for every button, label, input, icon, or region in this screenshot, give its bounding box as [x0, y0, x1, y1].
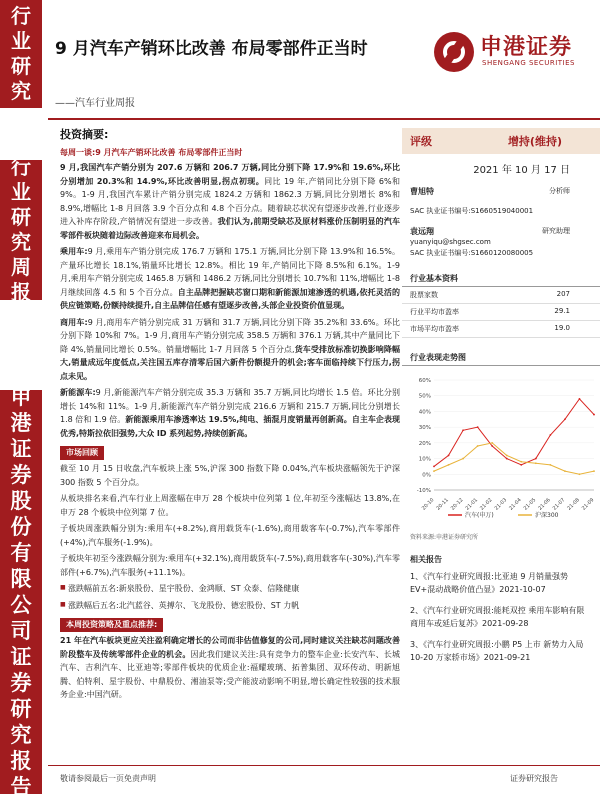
y-tick-label: 0% — [422, 472, 431, 479]
side-bottom-char: 证 — [10, 644, 32, 669]
data-point — [477, 445, 479, 447]
industry-performance-chart — [408, 372, 600, 524]
side-mid-char: 业 — [11, 180, 31, 204]
side-bottom-char: 公 — [10, 592, 32, 617]
data-point — [433, 466, 435, 468]
side-bottom-char: 限 — [10, 566, 32, 591]
analyst-block — [402, 186, 600, 259]
side-mid-char: 研 — [11, 205, 31, 229]
x-tick-label: 20-11 — [435, 497, 450, 512]
side-bottom-char: 股 — [10, 488, 32, 513]
nev-text: 9 月,新能源汽车产销分别完成 35.3 万辆和 35.7 万辆,同比均增长 1.5 倍。环比分别增长 14%和 11%。1-9 月,新能源汽车产销分别完成 216.6 万辆和 215.7 万辆,同比分别增长 1.8 倍和 1.9 倍。 — [60, 388, 400, 424]
rating-value: 增持(维持) — [507, 135, 562, 148]
commercial-text: 9 月,商用车产销分别完成 31 万辆和 31.7 万辆,同比分别下降 35.2%和 33.6%。环比分别下降 10%和 7%。1-9 月,商用车产销分别完成 358.5 万辆和 376.1 万辆,其中产量同比下降 4%,销量同比增长 0.5%。销量增幅比 1-7 月回落 5 个百分点, — [60, 317, 401, 354]
side-mid-char: 行 — [11, 155, 31, 179]
side-bottom-char: 港 — [10, 410, 32, 435]
side-bottom-char: 申 — [10, 384, 32, 409]
summary-heading: 投资摘要: — [60, 128, 109, 141]
side-top-char: 研 — [11, 54, 31, 78]
side-bottom-char: 证 — [10, 436, 32, 461]
weekly-view-heading: 每周一谈:9 月汽车产销环比改善 布局零部件正当时 — [60, 147, 243, 157]
rating-box — [402, 128, 600, 154]
data-point — [448, 464, 450, 466]
side-bottom-char: 司 — [10, 618, 32, 643]
table-row — [402, 321, 600, 338]
side-bottom-char: 研 — [10, 696, 32, 721]
commercial-conclusion: 货车受排放标准切换影响降幅大,销量成远年度低点,关注国五库存清零后国六新件份额提升的机会;客车面临持续下行压力,拐点未见。 — [60, 344, 400, 381]
passenger-text: 9 月,乘用车产销分别完成 176.7 万辆和 175.1 万辆,同比分别下降 13.9%和 16.5%。产量环比增长 18.1%,销量环比增长 12.8%。相比 19 年,产销同比下降 8.5%和 6.1%。1-9 月,乘用车产销分别完成 1465.8 万辆和 1486.2 万辆,同比分别增长 10.7%和 11%,增幅比 1-8 月继续回落 4.5 和 5 个百分点。 — [60, 247, 401, 297]
x-tick-label: 21-04 — [508, 497, 523, 512]
assistant-role: 研究助理 — [542, 227, 570, 235]
side-top-char: 行 — [11, 4, 31, 28]
footer-disclaimer: 敬请参阅最后一页免责声明 — [60, 774, 156, 783]
data-point — [593, 414, 595, 416]
x-tick-label: 21-08 — [566, 497, 581, 512]
y-tick-label: 10% — [418, 456, 431, 463]
x-tick-label: 21-05 — [522, 497, 538, 512]
side-bottom-char: 券 — [10, 462, 32, 487]
strategy-bold: 21 年在汽车板块更应关注盈利确定增长的公司而非估值修复的公司,同时建议关注缺芯问题改善阶段整车及传统零部件企业的机会。 — [60, 636, 400, 659]
rating-label: 评级 — [410, 135, 432, 148]
data-point — [433, 470, 435, 472]
overview-text: 同比 19 年,产销同比分别下降 6%和 9%。1-9 月,我国汽车累计产销分别完成 1824.2 万辆和 1862.3 万辆,同比分别增长 8%和 8.9%,增幅比 1-8 月回落 3.9 个百分点和 4.8 个百分点。随着缺芯状况有望逐步改善,行业逐步进入补库存阶段,产销情况有望进一步改善。 — [60, 176, 400, 226]
legend-label: 汽车(申万) — [465, 512, 494, 519]
side-banner-mid — [0, 155, 42, 304]
nev-conclusion: 新能源乘用车渗透率达 19.5%,纯电、插混月度销量再创新高。自主车企表现优秀,特斯拉依旧强势,大众 ID 系列起势,持续创新高。 — [60, 415, 400, 438]
paragraph-passenger — [60, 245, 400, 313]
data-point — [491, 442, 493, 444]
side-mid-char: 究 — [11, 230, 31, 254]
side-bottom-char: 份 — [10, 514, 32, 539]
x-tick-label: 21-03 — [493, 497, 509, 512]
report-title: 9 月汽车产销环比改善 布局零部件正当时 — [55, 39, 368, 59]
data-point — [477, 426, 479, 428]
series-line-1 — [434, 399, 594, 467]
data-point — [448, 455, 450, 457]
side-top-char: 业 — [11, 29, 31, 53]
company-logo — [434, 28, 594, 78]
table-row — [402, 304, 600, 321]
footer-divider — [48, 765, 600, 766]
data-point — [549, 434, 551, 436]
assistant-cert: SAC 执业证书编号:S1660120080005 — [410, 249, 534, 257]
y-tick-label: 40% — [418, 409, 431, 416]
top-gainers: ■ 涨跌幅前五名:新泉股份、星宇股份、金鸿顺、ST 众泰、信隆健康 — [60, 582, 400, 596]
market-line-3: 子板块周涨跌幅分别为:乘用车(+8.2%),商用载货车(-1.6%),商用载客车(-0.7%),汽车零部件(+4%),汽车服务(-1.9%)。 — [60, 524, 400, 547]
data-point — [535, 462, 537, 464]
summary-column — [60, 128, 400, 705]
data-point — [579, 398, 581, 400]
side-banner-bottom — [0, 384, 42, 799]
side-bottom-char: 有 — [10, 540, 32, 565]
basic-data-heading: 行业基本资料 — [402, 271, 600, 287]
data-point — [549, 464, 551, 466]
side-banner-top — [0, 0, 42, 108]
data-point — [520, 464, 522, 466]
commercial-lead: 商用车: — [60, 317, 88, 327]
side-bottom-char: 券 — [10, 670, 32, 695]
chart-heading: 行业表现走势图 — [402, 350, 600, 366]
side-bottom-char: 告 — [10, 774, 32, 799]
header-divider — [48, 118, 600, 120]
x-tick-label: 20-10 — [420, 497, 436, 512]
nev-lead: 新能源车: — [60, 388, 96, 397]
strategy-text: 因此我们建议关注:具有竞争力的整车企业:长安汽车、长城汽车、吉利汽车、比亚迪等;零部件板块的优质企业:福耀玻璃、拓普集团、双环传动、明新旭腾、伯特利、星宇股份、中鼎股份、湘油泵等;受产能波动影响不明显,增长确定性较强的技术服务企业:中国汽研。 — [60, 649, 401, 699]
overview-conclusion: 我们认为,前期受缺芯及原材料涨价压制明显的汽车零部件板块随着边际改善迎来布局机会。 — [60, 217, 400, 240]
report-subtitle: ——汽车行业周报 — [55, 98, 135, 109]
side-mid-char: 报 — [11, 280, 31, 304]
analyst-cert: SAC 执业证书编号:S1660519040001 — [410, 207, 534, 215]
row-value: 19.0 — [554, 324, 570, 332]
row-label: 股票家数 — [410, 291, 438, 299]
related-reports — [402, 553, 592, 664]
market-line-2: 从板块排名来看,汽车行业上周涨幅在申万 28 个板块中位列第 1 位,年初至今涨幅达 13.8%,在申万 28 个板块中位列第 7 位。 — [60, 494, 400, 517]
data-point — [491, 445, 493, 447]
y-tick-label: 50% — [418, 393, 431, 400]
legend-label: 沪深300 — [535, 512, 559, 519]
data-point — [462, 458, 464, 460]
row-value: 207 — [556, 290, 570, 298]
x-tick-label: 20-12 — [449, 497, 465, 512]
data-point — [564, 470, 566, 472]
related-report-item[interactable]: 3、《汽车行业研究周报:小鹏 P5 上市 新势力入局 10-20 万家轿市场》2021-09-21 — [410, 640, 584, 662]
footer-label: 证券研究报告 — [510, 774, 558, 783]
passenger-conclusion: 自主品牌把握缺芯窗口期和新能源加速渗透的机遇,依托灵活的供应链策略,份额持续提升,自主品牌信任感有望逐步改善,头部企业投资价值显现。 — [60, 287, 400, 310]
analyst-role: 分析师 — [549, 187, 570, 195]
x-tick-label: 21-01 — [464, 497, 480, 512]
y-tick-label: 20% — [418, 440, 431, 447]
assistant-name: 袁远翔 — [410, 227, 434, 236]
assistant-email[interactable]: yuanyiqu@shgsec.com — [410, 238, 491, 246]
paragraph-strategy — [60, 634, 400, 702]
row-value: 29.1 — [554, 307, 570, 315]
row-label: 行业平均市盈率 — [410, 308, 459, 316]
side-bottom-char: 究 — [10, 722, 32, 747]
top-losers: ■ 涨跌幅后五名:北汽蓝谷、英搏尔、飞龙股份、德宏股份、ST 力帆 — [60, 599, 400, 613]
x-tick-label: 21-09 — [580, 497, 596, 512]
side-bottom-char: 报 — [10, 748, 32, 773]
table-row — [402, 287, 600, 304]
y-tick-label: -10% — [416, 488, 431, 494]
side-top-char: 究 — [11, 79, 31, 103]
data-point — [564, 418, 566, 420]
x-tick-label: 21-07 — [551, 497, 567, 512]
paragraph-nev — [60, 386, 400, 440]
analyst-name: 曹旭特 — [410, 187, 434, 196]
data-point — [506, 458, 508, 460]
passenger-lead: 乘用车: — [60, 247, 88, 256]
logo-name-cn: 申港证券 — [480, 35, 573, 60]
x-tick-label: 21-06 — [537, 497, 552, 512]
report-date: 2021 年 10 月 17 日 — [473, 165, 570, 176]
market-review-heading: 市场回顾 — [60, 446, 104, 460]
row-label: 市场平均市盈率 — [410, 325, 459, 333]
logo-name-en: SHENGANG SECURITIES — [482, 59, 575, 67]
market-line-4: 子板块年初至今涨跌幅分别为:乘用车(+32.1%),商用载货车(-7.5%),商用载客车(-30%),汽车零部件(+6.7%),汽车服务(+11.1%)。 — [60, 554, 400, 577]
y-tick-label: 60% — [418, 378, 431, 384]
paragraph-overview — [60, 161, 400, 242]
x-tick-label: 21-02 — [479, 497, 494, 512]
data-point — [579, 473, 581, 475]
logo-mark-icon — [434, 32, 474, 72]
related-report-item[interactable]: 2、《汽车行业研究周报:能耗双控 乘用车影响有限 商用车或延后复苏》2021-09-28 — [410, 606, 585, 628]
related-report-item[interactable]: 1、《汽车行业研究周报:比亚迪 9 月销量强势 EV+混动战略价值凸显》2021-10-07 — [410, 572, 568, 594]
data-point — [535, 458, 537, 460]
side-mid-char: 周 — [11, 255, 31, 279]
data-point — [520, 461, 522, 463]
data-point — [506, 455, 508, 457]
y-tick-label: 30% — [418, 425, 431, 432]
data-point — [462, 429, 464, 431]
paragraph-commercial — [60, 316, 400, 384]
strategy-heading: 本周投资策略及重点推荐: — [60, 618, 163, 632]
market-line-1: 截至 10 月 15 日收盘,汽车板块上涨 5%,沪深 300 指数下降 0.04%,汽车板块涨幅领先于沪深 300 指数 5 个百分点。 — [60, 464, 400, 487]
overview-bold: 9 月,我国汽车产销分别为 207.6 万辆和 206.7 万辆,同比分别下降 17.9%和 19.6%,环比分别增加 20.3%和 14.9%,环比改善明显,拐点初现。 — [60, 163, 400, 186]
data-point — [593, 470, 595, 472]
sidebar-column — [402, 128, 600, 672]
chart-source: 资料来源:申港证券研究所 — [410, 534, 479, 541]
related-heading: 相关报告 — [410, 555, 442, 564]
